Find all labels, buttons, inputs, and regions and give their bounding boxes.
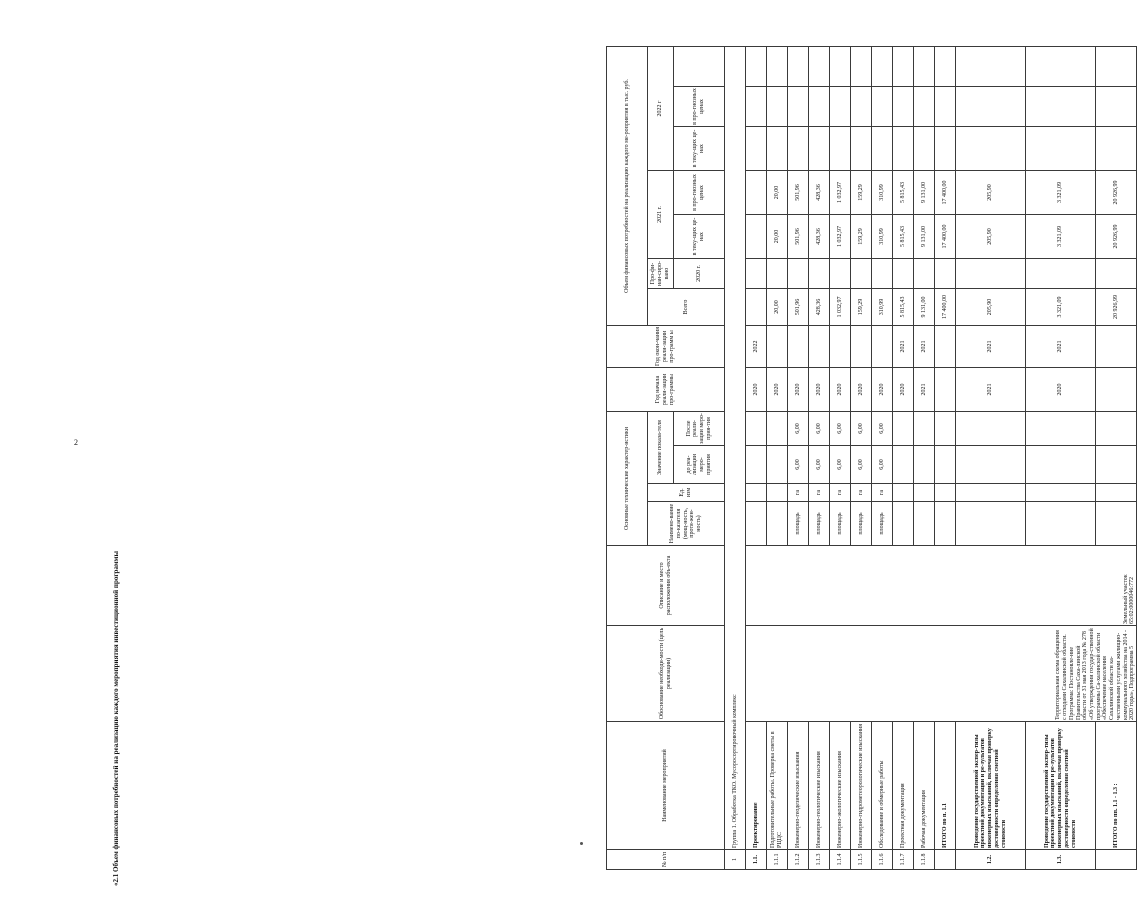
header-2021-current: в теку-щих це-нах [674,215,725,259]
header-end-year: Год окон-чания реали-зации про-грамм ы [607,326,725,368]
indicator-name: площадь [851,502,872,546]
row-name: Проведение государственной экспер-тизы проектной документации и ре-зультатов инженерных изысканий, включая проверку достоверности определения сметной стоимости [956,722,1026,850]
cost-2022-extra [893,46,914,86]
table-row [914,46,935,869]
unit: га [788,484,809,502]
header-num: № п/п [607,850,725,870]
scan-smudge [580,842,583,845]
cost-2022-current [830,127,851,171]
total: 1 032,97 [830,289,851,326]
indicator-name [1096,502,1137,546]
cost-2022-forecast [788,87,809,127]
header-start-year: Год начала реали-зации про-граммы [607,368,725,412]
indicator-name: площадь [830,502,851,546]
value-after [935,412,956,446]
unit [935,484,956,502]
table-row [809,46,830,869]
cost-2021-forecast: 5 815,43 [893,171,914,215]
cost-2022-current [893,127,914,171]
total: 205,90 [956,289,1026,326]
header-2022-current: в теку-щих це-нах [674,127,725,171]
start-year: 2021 [956,368,1026,412]
funding-table [606,46,1137,870]
table-row [1026,46,1096,869]
row-name: Рабочая документация [914,722,935,850]
value-after [1096,412,1137,446]
cost-2022-extra [767,46,788,86]
row-num: 1 [725,850,746,870]
cost-2021-current: 310,99 [872,215,893,259]
cost-2022-forecast [809,87,830,127]
prior-funded [872,259,893,289]
row-num: 1.1. [746,850,767,870]
value-before: 6,00 [851,446,872,484]
indicator-name [893,502,914,546]
value-before [1096,446,1137,484]
cost-2022-extra [914,46,935,86]
value-after [893,412,914,446]
header-2022: 2022 г [648,46,674,170]
value-before: 6,00 [872,446,893,484]
cost-2021-forecast: 20,00 [767,171,788,215]
start-year [935,368,956,412]
cost-2021-forecast [746,171,767,215]
indicator-name [746,502,767,546]
cost-2022-forecast [935,87,956,127]
start-year: 2020 [767,368,788,412]
rotated-table-area [606,47,1136,870]
end-year [767,326,788,368]
unit [914,484,935,502]
row-name: Проектирование [746,722,767,850]
value-before [746,446,767,484]
row-name: Проведение государственной экспер-тизы проектной документации и ре-зультатов инженерных изысканий, включая проверку достоверности определения сметной стоимости [1026,722,1096,850]
value-before [767,446,788,484]
cost-2022-forecast [746,87,767,127]
cost-2021-forecast: 159,29 [851,171,872,215]
end-year [935,326,956,368]
total: 501,96 [788,289,809,326]
value-after [956,412,1026,446]
row-name: Проектная документация [893,722,914,850]
end-year [788,326,809,368]
row-num: 1.1.3 [809,850,830,870]
location-cell: Земельный участок 65:02:0000046:772 [746,546,1137,626]
unit [746,484,767,502]
value-before [893,446,914,484]
unit [956,484,1026,502]
indicator-name: площадь [872,502,893,546]
cost-2022-extra [872,46,893,86]
prior-funded [788,259,809,289]
table-row [1096,46,1137,869]
unit [767,484,788,502]
cost-2021-forecast: 3 321,09 [1026,171,1096,215]
total: 428,36 [809,289,830,326]
cost-2021-current: 20,00 [767,215,788,259]
indicator-name [1026,502,1096,546]
value-after [914,412,935,446]
row-name: Инженерно-экологические изыскания [830,722,851,850]
cost-2022-current [851,127,872,171]
table-row [893,46,914,869]
document-title: «2.1 Объем финансовых потребностей на реализацию каждого мероприятия инвестиционной программы [112,551,120,886]
cost-2022-current [1026,127,1096,171]
header-funding: Объем финансовых потребностей на реализацию каждого ме-роприятия в тыс. руб. [607,46,648,325]
total [746,289,767,326]
unit: га [872,484,893,502]
prior-funded [767,259,788,289]
table-row [788,46,809,869]
end-year [830,326,851,368]
cost-2022-forecast [1026,87,1096,127]
value-before [914,446,935,484]
total: 159,29 [851,289,872,326]
cost-2022-forecast [893,87,914,127]
total: 20 926,99 [1096,289,1137,326]
header-prior: Про-фи-нан-сиро-вано [648,259,674,289]
unit: га [830,484,851,502]
start-year: 2020 [893,368,914,412]
cost-2022-extra [1026,46,1096,86]
prior-funded [830,259,851,289]
unit [1096,484,1137,502]
value-before [1026,446,1096,484]
start-year: 2020 [872,368,893,412]
table-row [746,46,767,869]
start-year: 2020 [809,368,830,412]
cost-2022-extra [851,46,872,86]
row-num: 1.2. [956,850,1026,870]
start-year: 2020 [746,368,767,412]
start-year: 2020 [1026,368,1096,412]
table-row [872,46,893,869]
indicator-name [767,502,788,546]
prior-funded [746,259,767,289]
cost-2022-forecast [767,87,788,127]
cost-2021-current: 501,96 [788,215,809,259]
value-before: 6,00 [788,446,809,484]
header-2022-extra [674,46,725,86]
table-row [725,46,746,869]
cost-2022-extra [956,46,1026,86]
total: 17 400,00 [935,289,956,326]
cost-2022-current [1096,127,1137,171]
row-name: Подготовительные работы. Проверка сметы в РЦЦС [767,722,788,850]
table-row [956,46,1026,869]
end-year [809,326,830,368]
cost-2021-current: 1 032,97 [830,215,851,259]
prior-funded [935,259,956,289]
cost-2022-current [956,127,1026,171]
unit: га [851,484,872,502]
cost-2021-current [746,215,767,259]
cost-2021-current: 205,90 [956,215,1026,259]
prior-funded [1096,259,1137,289]
header-2022-forecast: в про-гнозных ценах [674,87,725,127]
prior-funded [1026,259,1096,289]
cost-2022-forecast [914,87,935,127]
table-row [767,46,788,869]
row-name: Обследование и обмерные работы [872,722,893,850]
end-year: 2021 [914,326,935,368]
row-num: 1.1.1 [767,850,788,870]
row-num [935,850,956,870]
cost-2022-forecast [1096,87,1137,127]
header-prior-year: 2020 г. [674,259,725,289]
cost-2022-extra [788,46,809,86]
indicator-name: площадь [809,502,830,546]
value-after: 6,00 [788,412,809,446]
unit: га [809,484,830,502]
prior-funded [956,259,1026,289]
header-tech: Основные технические характер-истики [607,412,648,546]
cost-2022-forecast [872,87,893,127]
table-row [935,46,956,869]
row-num: 1.1.4 [830,850,851,870]
cost-2021-current: 9 131,00 [914,215,935,259]
cost-2021-current: 3 321,09 [1026,215,1096,259]
cost-2021-current: 159,29 [851,215,872,259]
row-num: 1.1.8 [914,850,935,870]
total: 20,00 [767,289,788,326]
row-name: Инженерно-геодезические изыскания [788,722,809,850]
cost-2022-current [914,127,935,171]
header-total: Всего [648,289,725,326]
indicator-name [956,502,1026,546]
cost-2022-current [935,127,956,171]
cost-2021-forecast: 9 131,00 [914,171,935,215]
end-year: 2021 [956,326,1026,368]
value-after: 6,00 [851,412,872,446]
cost-2021-current: 20 926,99 [1096,215,1137,259]
header-2021: 2021 г. [648,171,674,259]
prior-funded [809,259,830,289]
prior-funded [851,259,872,289]
cost-2021-forecast: 17 400,00 [935,171,956,215]
cost-2022-extra [809,46,830,86]
row-num: 1.3. [1026,850,1096,870]
start-year: 2020 [851,368,872,412]
row-name: Инженерно-геологические изыскания [809,722,830,850]
cost-2021-current: 428,36 [809,215,830,259]
total: 5 815,43 [893,289,914,326]
header-justification: Обоснование необходи-мости (цель реализации) [607,626,725,722]
value-before [935,446,956,484]
cost-2021-forecast: 310,99 [872,171,893,215]
indicator-name: площадь [788,502,809,546]
value-before [956,446,1026,484]
cost-2021-forecast: 501,96 [788,171,809,215]
value-after [1026,412,1096,446]
cost-2021-forecast: 20 926,99 [1096,171,1137,215]
cost-2021-forecast: 428,36 [809,171,830,215]
row-num: 1.1.2 [788,850,809,870]
start-year: 2020 [788,368,809,412]
group-title: Группа 1. Обработка ТКО. Мусоросортировочный комплекс [725,46,746,849]
header-unit: Ед. изм [648,484,725,502]
end-year: 2022 [746,326,767,368]
value-before: 6,00 [809,446,830,484]
value-after [767,412,788,446]
indicator-name [935,502,956,546]
total: 310,99 [872,289,893,326]
end-year [1096,326,1137,368]
cost-2021-forecast: 1 032,97 [830,171,851,215]
cost-2022-extra [1096,46,1137,86]
header-indicator-value: Значение показа-теля [648,412,674,484]
cost-2022-extra [830,46,851,86]
unit [1026,484,1096,502]
value-after: 6,00 [872,412,893,446]
indicator-name [914,502,935,546]
prior-funded [914,259,935,289]
header-name: Наименование мероприятий [607,722,725,850]
cost-2022-current [767,127,788,171]
end-year: 2021 [1026,326,1096,368]
row-name: ИТОГО по пп. 1.1 - 1.3 : [1096,722,1137,850]
row-num [1096,850,1137,870]
cost-2022-current [872,127,893,171]
header-location: Описание и место расположения объ-екта [607,546,725,626]
row-num: 1.1.5 [851,850,872,870]
table-row [830,46,851,869]
end-year: 2021 [893,326,914,368]
cost-2022-extra [935,46,956,86]
cost-2022-current [746,127,767,171]
header-2021-forecast: в про-гнозных ценах [674,171,725,215]
cost-2022-current [788,127,809,171]
cost-2021-forecast: 205,90 [956,171,1026,215]
value-before: 6,00 [830,446,851,484]
start-year: 2021 [914,368,935,412]
unit [893,484,914,502]
start-year: 2020 [830,368,851,412]
row-name: Инженерно-гидрометеорологические изыскания [851,722,872,850]
header-indicator-name: Наимено-вание по-казателя (мощ-ность, протя-жен-ность) [648,502,725,546]
value-after: 6,00 [830,412,851,446]
end-year [872,326,893,368]
total: 9 131,00 [914,289,935,326]
cost-2021-current: 5 815,43 [893,215,914,259]
header-before: до реа-лизации меро-приятия [674,446,725,484]
table-row [851,46,872,869]
cost-2021-current: 17 400,00 [935,215,956,259]
cost-2022-extra [746,46,767,86]
row-name: ИТОГО по п. 1.1 [935,722,956,850]
header-after: После реали-зации меро-прия-тия [674,412,725,446]
cost-2022-current [809,127,830,171]
row-num: 1.1.6 [872,850,893,870]
prior-funded [893,259,914,289]
cost-2022-forecast [851,87,872,127]
page-number: 2 [74,438,78,447]
end-year [851,326,872,368]
value-after: 6,00 [809,412,830,446]
start-year [1096,368,1137,412]
row-num: 1.1.7 [893,850,914,870]
value-after [746,412,767,446]
total: 3 321,09 [1026,289,1096,326]
cost-2022-forecast [830,87,851,127]
justification-cell: Территориальная схема обращения с отходами Сахалинской области. Программа: Постановле-ние Правительства Саха-линской области от 31 мая 2013 года № 278 «Об утверждении государ-ственной программы Са-халинской области «Обеспечение населения Сахалинской области ка-чественными услугами жилищно-коммунального хозяйства на 2014 - 2020 годы», Подпрограмма 5 [746,626,1137,722]
cost-2022-forecast [956,87,1026,127]
